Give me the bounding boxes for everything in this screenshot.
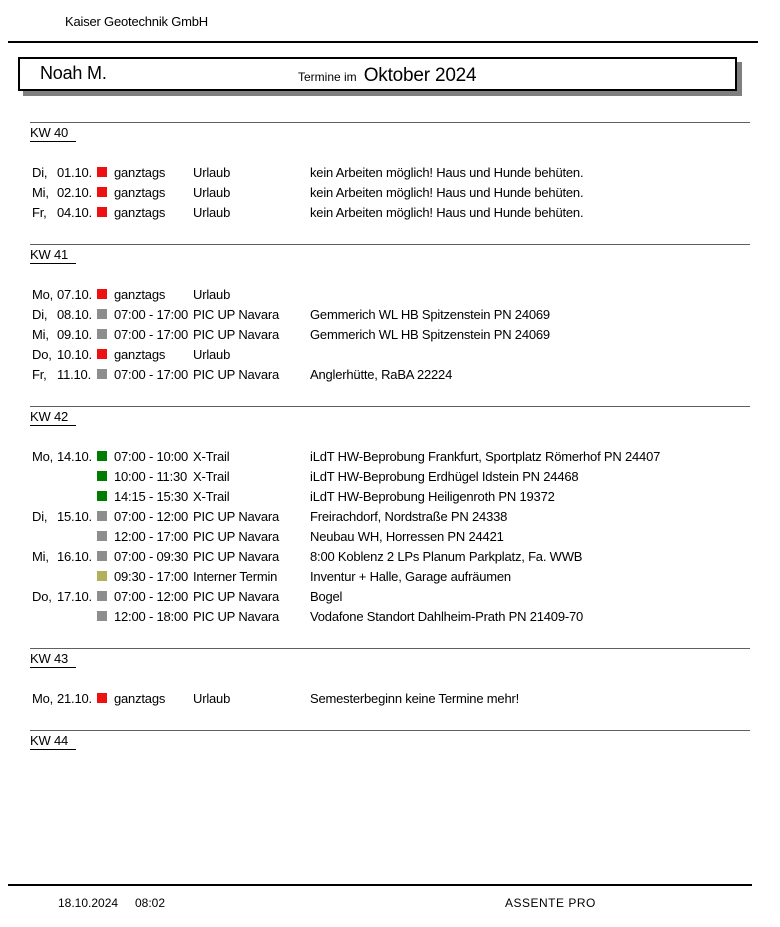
row-description: Vodafone Standort Dahlheim-Prath PN 21409-70 — [310, 608, 584, 624]
section-rows — [30, 446, 750, 626]
row-day: Fr, — [32, 204, 47, 220]
row-date: 08.10. — [57, 306, 92, 322]
row-time: 07:00 - 12:00 — [114, 588, 189, 604]
row-description: Bogel — [310, 588, 343, 604]
appointment-row — [30, 364, 750, 384]
row-day: Di, — [32, 508, 48, 524]
section-rows — [30, 688, 750, 708]
row-time: 12:00 - 18:00 — [114, 608, 189, 624]
footer-app-name: ASSENTE PRO — [505, 896, 596, 910]
row-category: Urlaub — [193, 690, 231, 706]
week-section — [30, 648, 750, 708]
section-rows — [30, 284, 750, 384]
row-category: Urlaub — [193, 184, 231, 200]
row-category: PIC UP Navara — [193, 548, 280, 564]
footer-divider — [8, 884, 752, 886]
week-section — [30, 730, 750, 750]
row-description: Neubau WH, Horressen PN 24421 — [310, 528, 504, 544]
week-section — [30, 122, 750, 222]
row-day: Mo, — [32, 448, 54, 464]
row-date: 01.10. — [57, 164, 92, 180]
row-day: Mi, — [32, 184, 49, 200]
title-box — [18, 57, 737, 91]
row-time: 09:30 - 17:00 — [114, 568, 189, 584]
category-color-icon — [97, 571, 107, 581]
row-category: PIC UP Navara — [193, 608, 280, 624]
row-date: 14.10. — [57, 448, 92, 464]
row-description: kein Arbeiten möglich! Haus und Hunde behüten. — [310, 204, 584, 220]
row-date: 16.10. — [57, 548, 92, 564]
category-color-icon — [97, 289, 107, 299]
category-color-icon — [97, 167, 107, 177]
category-color-icon — [97, 369, 107, 379]
person-name: Noah M. — [40, 63, 107, 83]
row-category: X-Trail — [193, 468, 230, 484]
category-color-icon — [97, 471, 107, 481]
row-time: 07:00 - 12:00 — [114, 508, 189, 524]
row-time: ganztags — [114, 164, 166, 180]
week-section — [30, 244, 750, 384]
appointment-row — [30, 606, 750, 626]
row-day: Do, — [32, 346, 52, 362]
row-description: kein Arbeiten möglich! Haus und Hunde behüten. — [310, 164, 584, 180]
category-color-icon — [97, 491, 107, 501]
row-description: Gemmerich WL HB Spitzenstein PN 24069 — [310, 326, 550, 342]
row-description: iLdT HW-Beprobung Frankfurt, Sportplatz Römerhof PN 24407 — [310, 448, 661, 464]
row-time: ganztags — [114, 690, 166, 706]
row-date: 07.10. — [57, 286, 92, 302]
appointment-row — [30, 586, 750, 606]
row-category: PIC UP Navara — [193, 306, 280, 322]
category-color-icon — [97, 329, 107, 339]
category-color-icon — [97, 591, 107, 601]
appointment-row — [30, 284, 750, 304]
row-category: Urlaub — [193, 204, 231, 220]
row-description: iLdT HW-Beprobung Heiligenroth PN 19372 — [310, 488, 555, 504]
row-category: PIC UP Navara — [193, 366, 280, 382]
row-date: 09.10. — [57, 326, 92, 342]
appointment-row — [30, 202, 750, 222]
appointment-row — [30, 324, 750, 344]
row-category: X-Trail — [193, 448, 230, 464]
row-category: PIC UP Navara — [193, 528, 280, 544]
row-description: Inventur + Halle, Garage aufräumen — [310, 568, 511, 584]
row-day: Fr, — [32, 366, 47, 382]
row-day: Do, — [32, 588, 52, 604]
category-color-icon — [97, 511, 107, 521]
row-time: 07:00 - 17:00 — [114, 326, 189, 342]
row-day: Di, — [32, 164, 48, 180]
sections — [30, 122, 750, 750]
row-description: Anglerhütte, RaBA 22224 — [310, 366, 453, 382]
appointment-row — [30, 344, 750, 364]
footer-print-time: 08:02 — [135, 896, 166, 910]
row-time: 10:00 - 11:30 — [114, 468, 188, 484]
row-day: Di, — [32, 306, 48, 322]
title-month: Oktober 2024 — [363, 65, 477, 86]
category-color-icon — [97, 551, 107, 561]
week-section — [30, 406, 750, 626]
row-time: ganztags — [114, 286, 166, 302]
row-date: 15.10. — [57, 508, 92, 524]
row-category: Interner Termin — [193, 568, 278, 584]
company-name: Kaiser Geotechnik GmbH — [65, 14, 208, 29]
row-category: PIC UP Navara — [193, 326, 280, 342]
row-time: ganztags — [114, 204, 166, 220]
row-day: Mi, — [32, 548, 49, 564]
row-category: X-Trail — [193, 488, 230, 504]
row-category: PIC UP Navara — [193, 508, 280, 524]
appointment-row — [30, 162, 750, 182]
appointment-row — [30, 486, 750, 506]
appointment-row — [30, 446, 750, 466]
row-description: Semesterbeginn keine Termine mehr! — [310, 690, 520, 706]
title-prefix: Termine im — [298, 70, 357, 84]
row-description: kein Arbeiten möglich! Haus und Hunde behüten. — [310, 184, 584, 200]
week-label: KW 40 — [30, 125, 76, 142]
category-color-icon — [97, 349, 107, 359]
section-rows — [30, 162, 750, 222]
category-color-icon — [97, 451, 107, 461]
week-label: KW 42 — [30, 409, 76, 426]
row-date: 02.10. — [57, 184, 92, 200]
footer-print-date: 18.10.2024 — [58, 896, 119, 910]
category-color-icon — [97, 187, 107, 197]
row-day: Mi, — [32, 326, 49, 342]
category-color-icon — [97, 693, 107, 703]
row-description: Freirachdorf, Nordstraße PN 24338 — [310, 508, 508, 524]
category-color-icon — [97, 611, 107, 621]
row-category: PIC UP Navara — [193, 588, 280, 604]
appointment-row — [30, 466, 750, 486]
row-category: Urlaub — [193, 346, 231, 362]
appointment-row — [30, 566, 750, 586]
appointment-row — [30, 304, 750, 324]
appointment-row — [30, 182, 750, 202]
category-color-icon — [97, 531, 107, 541]
row-day: Mo, — [32, 690, 54, 706]
category-color-icon — [97, 309, 107, 319]
header-divider — [8, 41, 758, 43]
row-date: 11.10. — [57, 366, 91, 382]
appointment-row — [30, 506, 750, 526]
week-label: KW 43 — [30, 651, 76, 668]
appointment-row — [30, 526, 750, 546]
row-description: 8:00 Koblenz 2 LPs Planum Parkplatz, Fa. WWB — [310, 548, 583, 564]
appointment-row — [30, 688, 750, 708]
row-time: ganztags — [114, 346, 166, 362]
row-description: iLdT HW-Beprobung Erdhügel Idstein PN 24468 — [310, 468, 579, 484]
row-date: 04.10. — [57, 204, 92, 220]
appointment-row — [30, 546, 750, 566]
row-day: Mo, — [32, 286, 54, 302]
row-time: 07:00 - 17:00 — [114, 306, 189, 322]
row-date: 21.10. — [57, 690, 92, 706]
week-label: KW 41 — [30, 247, 76, 264]
row-time: ganztags — [114, 184, 166, 200]
row-description: Gemmerich WL HB Spitzenstein PN 24069 — [310, 306, 550, 322]
row-time: 07:00 - 17:00 — [114, 366, 189, 382]
row-category: Urlaub — [193, 286, 231, 302]
row-date: 17.10. — [57, 588, 92, 604]
category-color-icon — [97, 207, 107, 217]
row-category: Urlaub — [193, 164, 231, 180]
row-date: 10.10. — [57, 346, 92, 362]
row-time: 14:15 - 15:30 — [114, 488, 189, 504]
week-label: KW 44 — [30, 733, 76, 750]
report-title — [298, 59, 476, 89]
row-time: 07:00 - 09:30 — [114, 548, 189, 564]
row-time: 12:00 - 17:00 — [114, 528, 189, 544]
row-time: 07:00 - 10:00 — [114, 448, 189, 464]
